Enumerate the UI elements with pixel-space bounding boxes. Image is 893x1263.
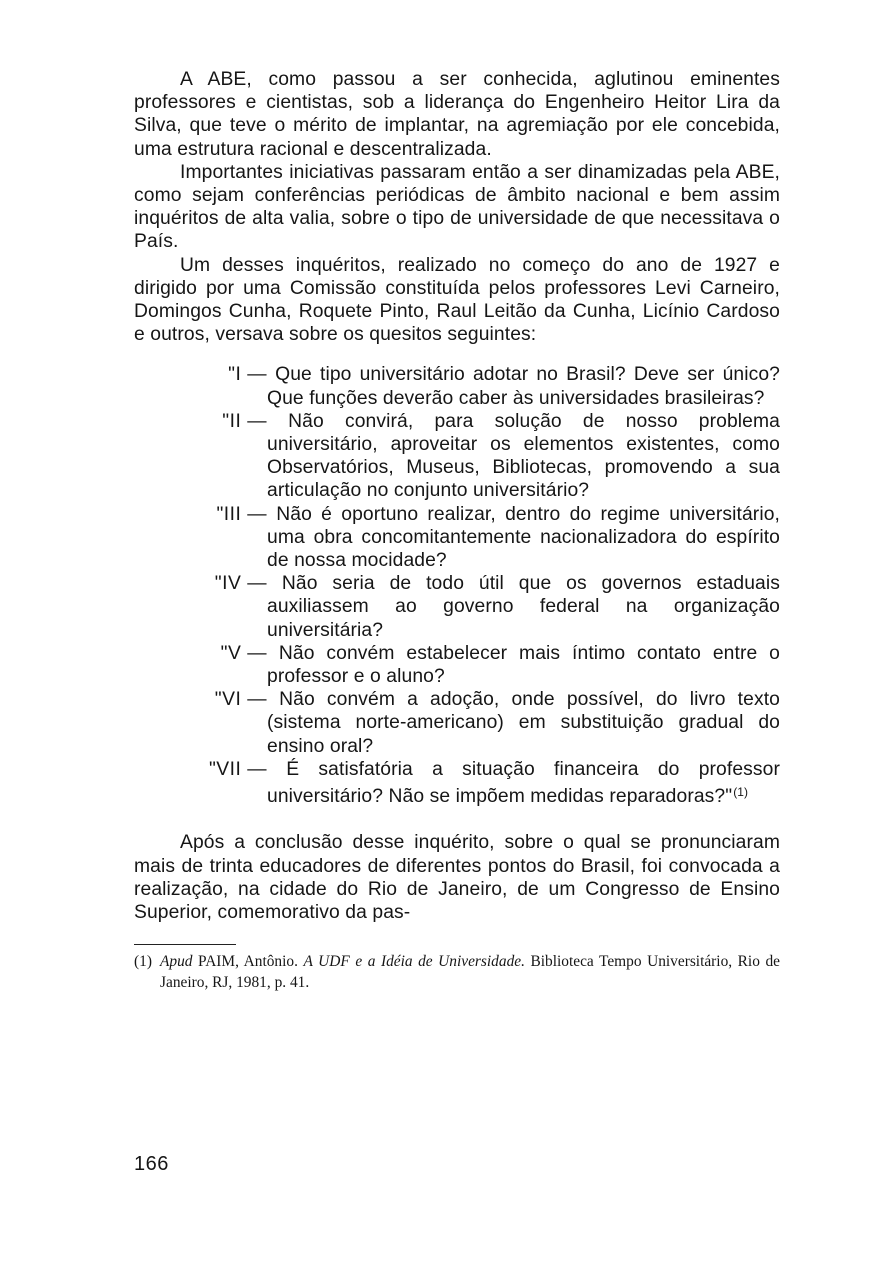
footnote-author: PAIM, Antônio.: [198, 953, 298, 971]
paragraph-congresso: Após a conclusão desse inquérito, sobre o qual se pronunciaram mais de trinta educadores de diferentes pontos do Brasil, foi convocada a realização, na cidade do Rio de Janeiro, de um Congresso de Ensino Superior, comemorativo da pas-: [134, 832, 780, 923]
quesito-item: [134, 572, 780, 642]
footnote-body: [160, 951, 780, 993]
quesito-item: [134, 410, 780, 503]
quesito-text-content: Não convirá, para solução de nosso problema universitário, aproveitar os elementos existentes, como Observatórios, Museus, Bibliotecas, promovendo a sua articulação no conjunto universitário?: [267, 410, 780, 502]
quesito-item: [134, 758, 780, 808]
quesito-number: "VI —: [214, 689, 267, 711]
quesito-number: "VII —: [208, 758, 267, 780]
quesito-text-content: É satisfatória a situação financeira do professor universitário? Não se impõem medidas reparadoras?": [267, 758, 780, 808]
quesito-text: [267, 688, 780, 758]
quesito-text: [267, 572, 780, 642]
quesito-item: [134, 503, 780, 573]
footnote-apud: Apud: [160, 953, 193, 971]
footnote-title: A UDF e a Idéia de Universidade.: [303, 953, 525, 971]
paragraph-abe: A ABE, como passou a ser conhecida, aglutinou eminentes professores e cientistas, sob a liderança do Engenheiro Heitor Lira da Silva, que teve o mérito de implantar, na agremiação por ele concebida, uma estrutura racional e descentralizada.: [134, 69, 780, 160]
quesito-number: "IV —: [214, 573, 267, 595]
footnote: [134, 951, 780, 993]
paragraph-iniciativas: Importantes iniciativas passaram então a ser dinamizadas pela ABE, como sejam conferências periódicas de âmbito nacional e bem assim inquéritos de alta valia, sobre o tipo de universidade de que necessitava o País.: [134, 161, 780, 253]
quesito-item: [134, 363, 780, 409]
quesito-number: "II —: [222, 410, 267, 432]
quesito-text-content: Não convém a adoção, onde possível, do livro texto (sistema norte-americano) em substituição gradual do ensino oral?: [267, 689, 780, 757]
quesito-text-content: Não é oportuno realizar, dentro do regime universitário, uma obra concomitantemente nacionalizadora do espírito de nossa mocidade?: [267, 503, 780, 572]
quesito-text: [267, 758, 780, 808]
quesito-text: [267, 410, 780, 503]
quesito-text: [267, 363, 780, 409]
footnote-mark: (1): [134, 953, 152, 971]
quesito-number: "I —: [228, 364, 267, 386]
quesito-item: [134, 688, 780, 758]
quesito-text: [267, 642, 780, 688]
quesito-text-content: Não seria de todo útil que os governos estaduais auxiliassem ao governo federal na organização universitária?: [267, 573, 780, 641]
page-number: 166: [134, 1153, 169, 1175]
footnote-reference: (1): [733, 785, 749, 800]
quesito-text-content: Não convém estabelecer mais íntimo contato entre o professor e o aluno?: [267, 642, 780, 688]
quesitos-list: [134, 363, 780, 808]
quesito-item: [134, 642, 780, 688]
page: [134, 68, 780, 1218]
quesito-number: "V —: [220, 642, 267, 664]
footnote-rest: Biblioteca Tempo Universitário, Rio de Janeiro, RJ, 1981, p. 41.: [160, 953, 780, 992]
quesito-text-content: Que tipo universitário adotar no Brasil? Deve ser único? Que funções deverão caber às universidades brasileiras?: [267, 364, 780, 409]
paragraph-inquerito: Um desses inquéritos, realizado no começo do ano de 1927 e dirigido por uma Comissão constituída pelos professores Levi Carneiro, Domingos Cunha, Roquete Pinto, Raul Leitão da Cunha, Licínio Cardoso e outros, versava sobre os quesitos seguintes:: [134, 254, 780, 346]
footnote-divider: [134, 944, 236, 945]
quesito-text: [267, 503, 780, 573]
quesito-number: "III —: [216, 503, 267, 525]
